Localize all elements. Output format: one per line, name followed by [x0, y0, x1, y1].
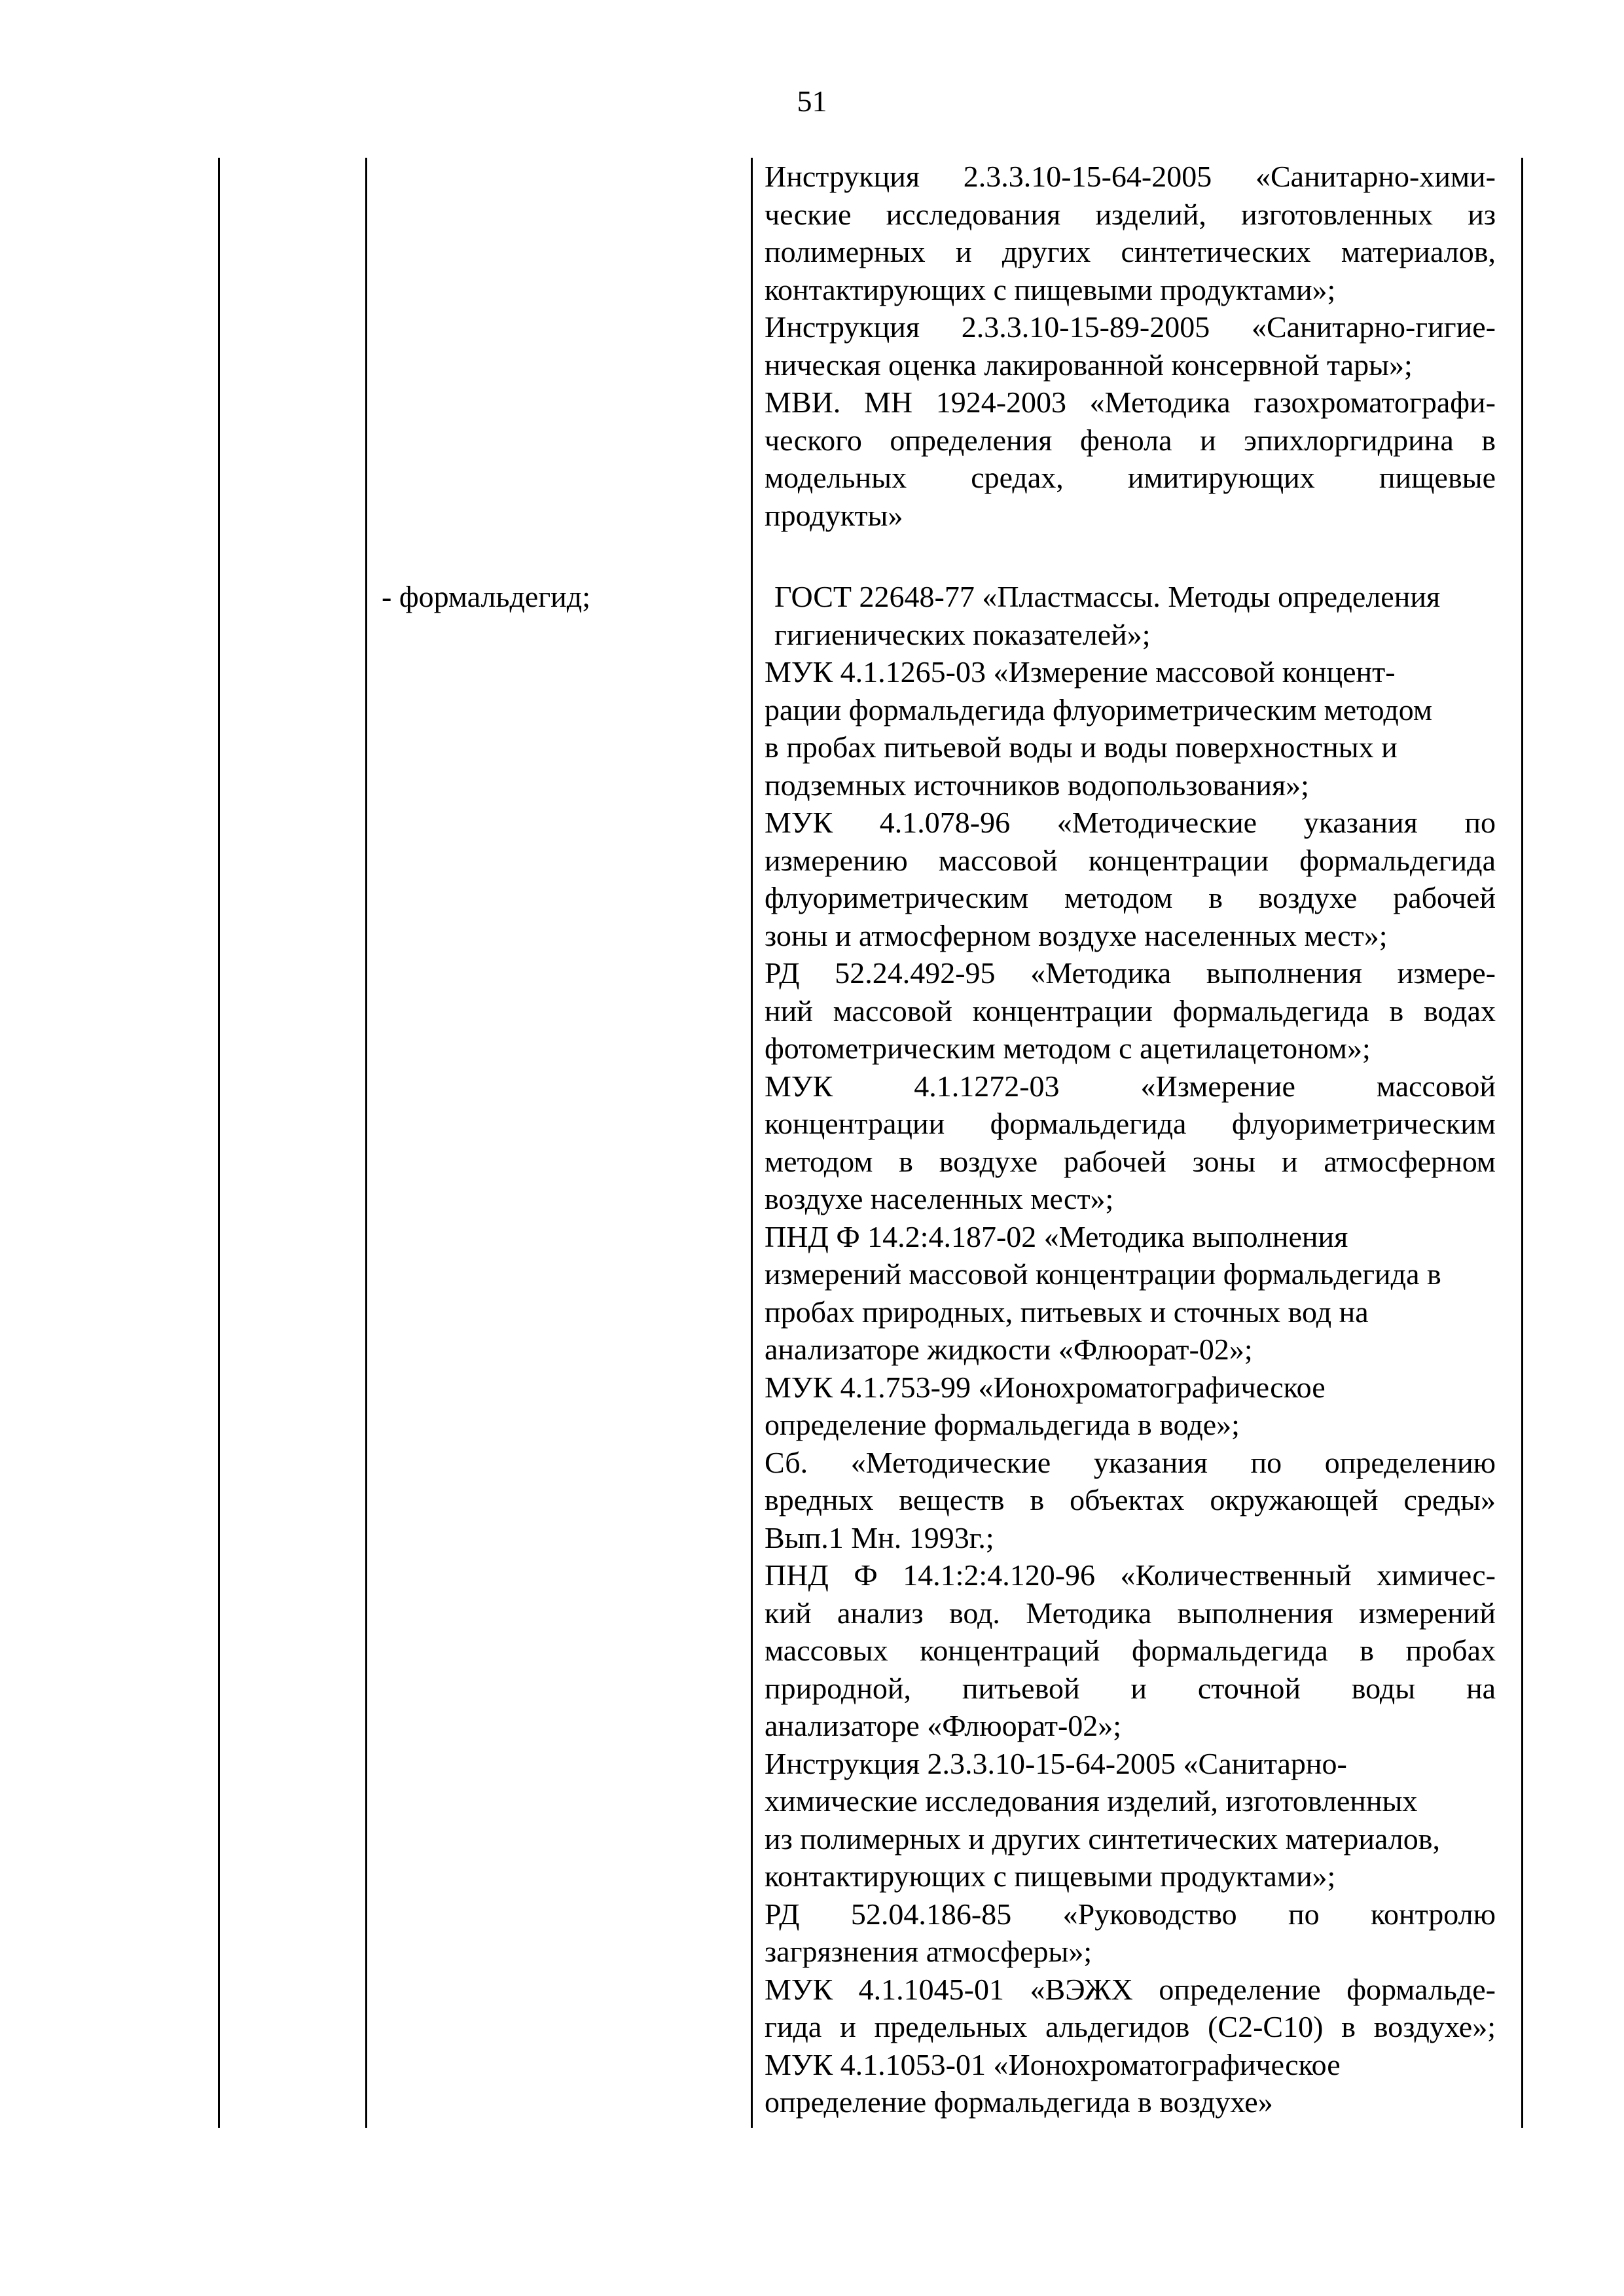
document-line: фотометрическим методом с ацетилацетоном»;	[765, 1031, 1371, 1065]
document-line: МВИ. МН 1924-2003 «Методика газохроматографи-	[765, 386, 1496, 419]
document-line: Инструкция 2.3.3.10-15-64-2005 «Санитарно-	[765, 1746, 1347, 1780]
document-line: рации формальдегида флуориметрическим методом	[765, 692, 1432, 726]
document-line: гигиенических показателей»;	[774, 617, 1151, 651]
document-line: полимерных и других синтетических материалов,	[765, 235, 1496, 268]
document-line: ПНД Ф 14.2:4.187-02 «Методика выполнения	[765, 1219, 1348, 1253]
document-line: концентрации формальдегида флуориметрическим	[765, 1107, 1496, 1140]
document-line: МУК 4.1.753-99 «Ионохроматографическое	[765, 1370, 1326, 1404]
document-line: анализаторе «Флюорат-02»;	[765, 1709, 1122, 1742]
document-line: Инструкция 2.3.3.10-15-64-2005 «Санитарно-хими-	[765, 160, 1496, 193]
document-line: ПНД Ф 14.1:2:4.120-96 «Количественный химичес-	[765, 1558, 1496, 1592]
methods-cell-formaldehyde	[765, 578, 1496, 2121]
document-line: ческого определения фенола и эпихлоргидрина в	[765, 423, 1496, 457]
document-line: ническая оценка лакированной консервной тары»;	[765, 348, 1413, 382]
document-line: вредных веществ в объектах окружающей среды»	[765, 1483, 1496, 1516]
document-line: пробах природных, питьевых и сточных вод на	[765, 1295, 1369, 1329]
methods-cell-continued	[765, 158, 1496, 534]
document-line: измерений массовой концентрации формальдегида в	[765, 1257, 1441, 1291]
document-line: РД 52.04.186-85 «Руководство по контролю	[765, 1897, 1496, 1931]
document-line: продукты»	[765, 498, 903, 532]
document-line: модельных средах, имитирующих пищевые	[765, 461, 1496, 494]
document-line: МУК 4.1.1272-03 «Измерение массовой	[765, 1069, 1496, 1103]
document-line: ГОСТ 22648-77 «Пластмассы. Методы определения	[774, 580, 1441, 613]
document-line: Сб. «Методические указания по определению	[765, 1445, 1496, 1479]
document-line: измерению массовой концентрации формальдегида	[765, 843, 1496, 877]
document-line: Инструкция 2.3.3.10-15-89-2005 «Санитарно-гигие-	[765, 310, 1496, 344]
document-line: подземных источников водопользования»;	[765, 768, 1309, 802]
table-column-divider-2	[751, 158, 753, 2128]
document-line: определение формальдегида в воде»;	[765, 1408, 1240, 1441]
document-line: природной, питьевой и сточной воды на	[765, 1671, 1496, 1705]
document-line: РД 52.24.492-95 «Методика выполнения измере-	[765, 956, 1496, 990]
table-border-left	[218, 158, 220, 2128]
document-line: гида и предельных альдегидов (С2-С10) в воздухе»;	[765, 2010, 1496, 2043]
document-line: МУК 4.1.1265-03 «Измерение массовой концент-	[765, 655, 1396, 689]
document-line: определение формальдегида в воздухе»	[765, 2085, 1273, 2119]
document-line: воздухе населенных мест»;	[765, 1182, 1114, 1215]
document-line: химические исследования изделий, изготовленных	[765, 1784, 1418, 1818]
document-line: методом в воздухе рабочей зоны и атмосферном	[765, 1144, 1496, 1178]
document-line: ний массовой концентрации формальдегида в водах	[765, 994, 1496, 1028]
document-line: ческие исследования изделий, изготовленных из	[765, 197, 1496, 231]
table-border-right	[1521, 158, 1523, 2128]
table-column-divider-1	[365, 158, 367, 2128]
document-line: зоны и атмосферном воздухе населенных мест»;	[765, 918, 1388, 952]
document-line: анализаторе жидкости «Флюорат-02»;	[765, 1333, 1253, 1366]
document-line: флуориметрическим методом в воздухе рабочей	[765, 881, 1496, 914]
document-line: контактирующих с пищевыми продуктами»;	[765, 1859, 1336, 1893]
document-line: загрязнения атмосферы»;	[765, 1935, 1092, 1968]
document-line: массовых концентраций формальдегида в пробах	[765, 1634, 1496, 1667]
page-number: 51	[797, 84, 827, 118]
substance-name: - формальдегид;	[382, 580, 590, 613]
document-line: контактирующих с пищевыми продуктами»;	[765, 272, 1336, 306]
substance-cell	[382, 578, 590, 616]
document-line: кий анализ вод. Методика выполнения измерений	[765, 1596, 1496, 1630]
document-line: МУК 4.1.1045-01 «ВЭЖХ определение формальде-	[765, 1972, 1496, 2006]
document-line: в пробах питьевой воды и воды поверхностных и	[765, 730, 1398, 764]
document-line: Вып.1 Мн. 1993г.;	[765, 1520, 994, 1554]
document-line: МУК 4.1.1053-01 «Ионохроматографическое	[765, 2047, 1341, 2081]
document-line: из полимерных и других синтетических материалов,	[765, 1821, 1440, 1856]
document-line: МУК 4.1.078-96 «Методические указания по	[765, 806, 1496, 839]
